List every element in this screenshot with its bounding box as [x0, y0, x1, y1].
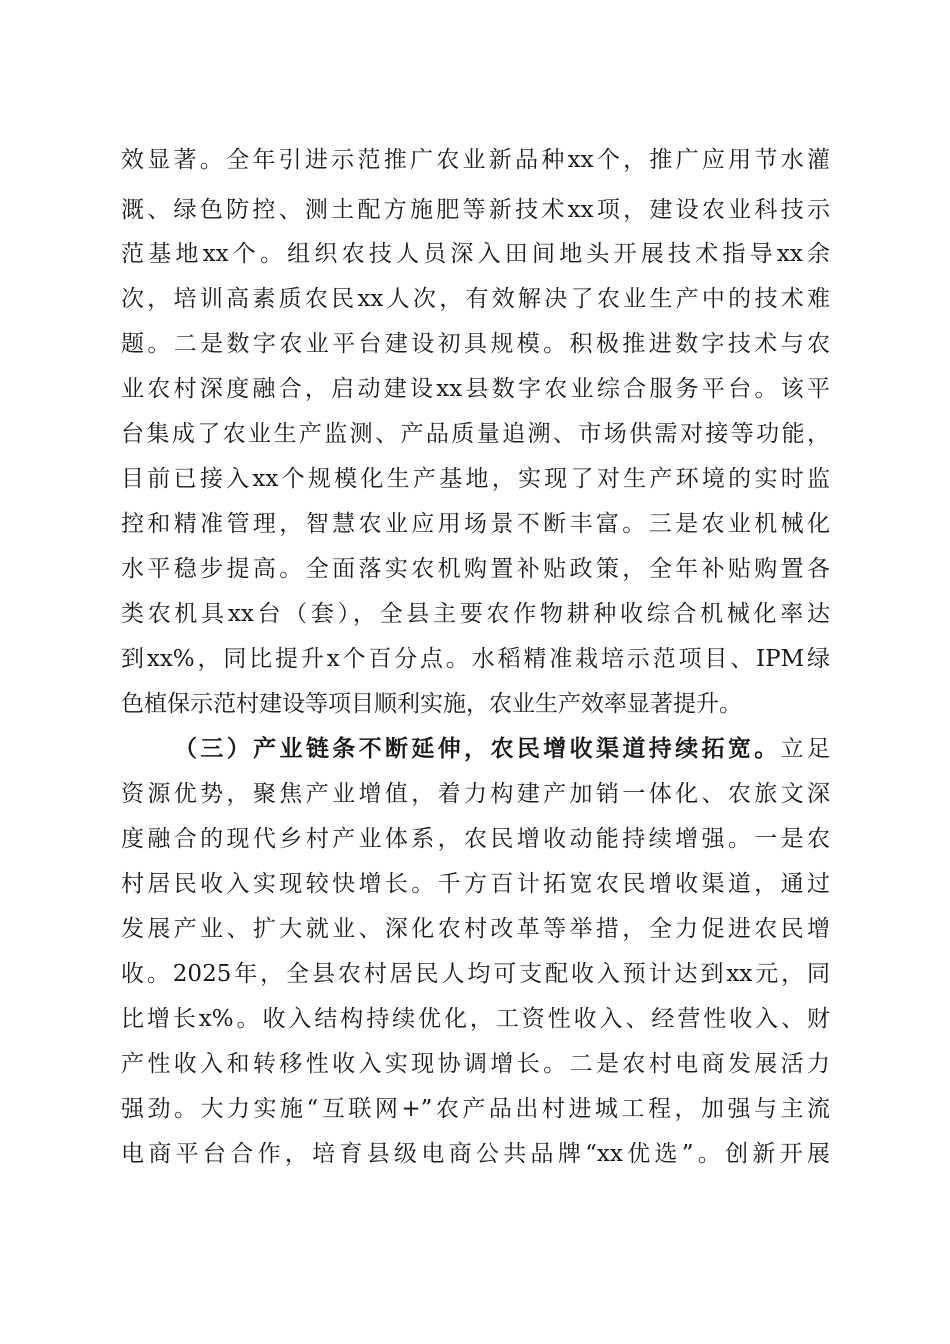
paragraph-line: 发展产业、扩大就业、深化农村改革等举措，全力促进农民增	[121, 916, 830, 942]
paragraph-line: 水平稳步提高。全面落实农机购置补贴政策，全年补贴购置各	[121, 556, 830, 582]
section-heading-line	[174, 727, 830, 771]
paragraph-line: 色植保示范村建设等项目顺利实施，农业生产效率显著提升。	[121, 691, 742, 717]
paragraph-line: 比增长x%。收入结构持续优化，工资性收入、经营性收入、财	[121, 1006, 830, 1032]
paragraph-line: 题。二是数字农业平台建设初具规模。积极推进数字技术与农	[121, 331, 830, 357]
section-heading-continuation: 立足	[780, 736, 830, 762]
paragraph-line: 村居民收入实现较快增长。千方百计拓宽农民增收渠道，通过	[121, 871, 830, 897]
paragraph-line: 产性收入和转移性收入实现协调增长。二是农村电商发展活力	[121, 1051, 830, 1077]
paragraph-line: 目前已接入xx个规模化生产基地，实现了对生产环境的实时监	[121, 466, 830, 492]
paragraph-line: 控和精准管理，智慧农业应用场景不断丰富。三是农业机械化	[121, 511, 830, 537]
paragraph-line: 溉、绿色防控、测土配方施肥等新技术xx项，建设农业科技示	[121, 197, 830, 223]
paragraph-line: 范基地xx个。组织农技人员深入田间地头开展技术指导xx余	[121, 241, 830, 267]
paragraph-line: 类农机具xx台（套），全县主要农作物耕种收综合机械化率达	[121, 601, 830, 627]
section-heading: （三）产业链条不断延伸，农民增收渠道持续拓宽。	[174, 735, 781, 762]
paragraph-line: 台集成了农业生产监测、产品质量追溯、市场供需对接等功能，	[121, 421, 830, 447]
paragraph-line: 业农村深度融合，启动建设xx县数字农业综合服务平台。该平	[121, 376, 830, 402]
paragraph-line: 效显著。全年引进示范推广农业新品种xx个，推广应用节水灌	[121, 147, 830, 173]
paragraph-line: 资源优势，聚焦产业增值，着力构建产加销一体化、农旅文深	[121, 781, 830, 807]
paragraph-line: 电商平台合作，培育县级电商公共品牌“xx优选”。创新开展	[121, 1141, 830, 1167]
paragraph-line: 次，培训高素质农民xx人次，有效解决了农业生产中的技术难	[121, 286, 830, 312]
paragraph-line: 强劲。大力实施“互联网+”农产品出村进城工程，加强与主流	[121, 1096, 830, 1122]
paragraph-line: 到xx%，同比提升x个百分点。水稻精准栽培示范项目、IPM绿	[121, 646, 830, 672]
paragraph-line: 度融合的现代乡村产业体系，农民增收动能持续增强。一是农	[121, 826, 830, 852]
paragraph-line: 收。2025年，全县农村居民人均可支配收入预计达到xx元，同	[121, 961, 830, 987]
